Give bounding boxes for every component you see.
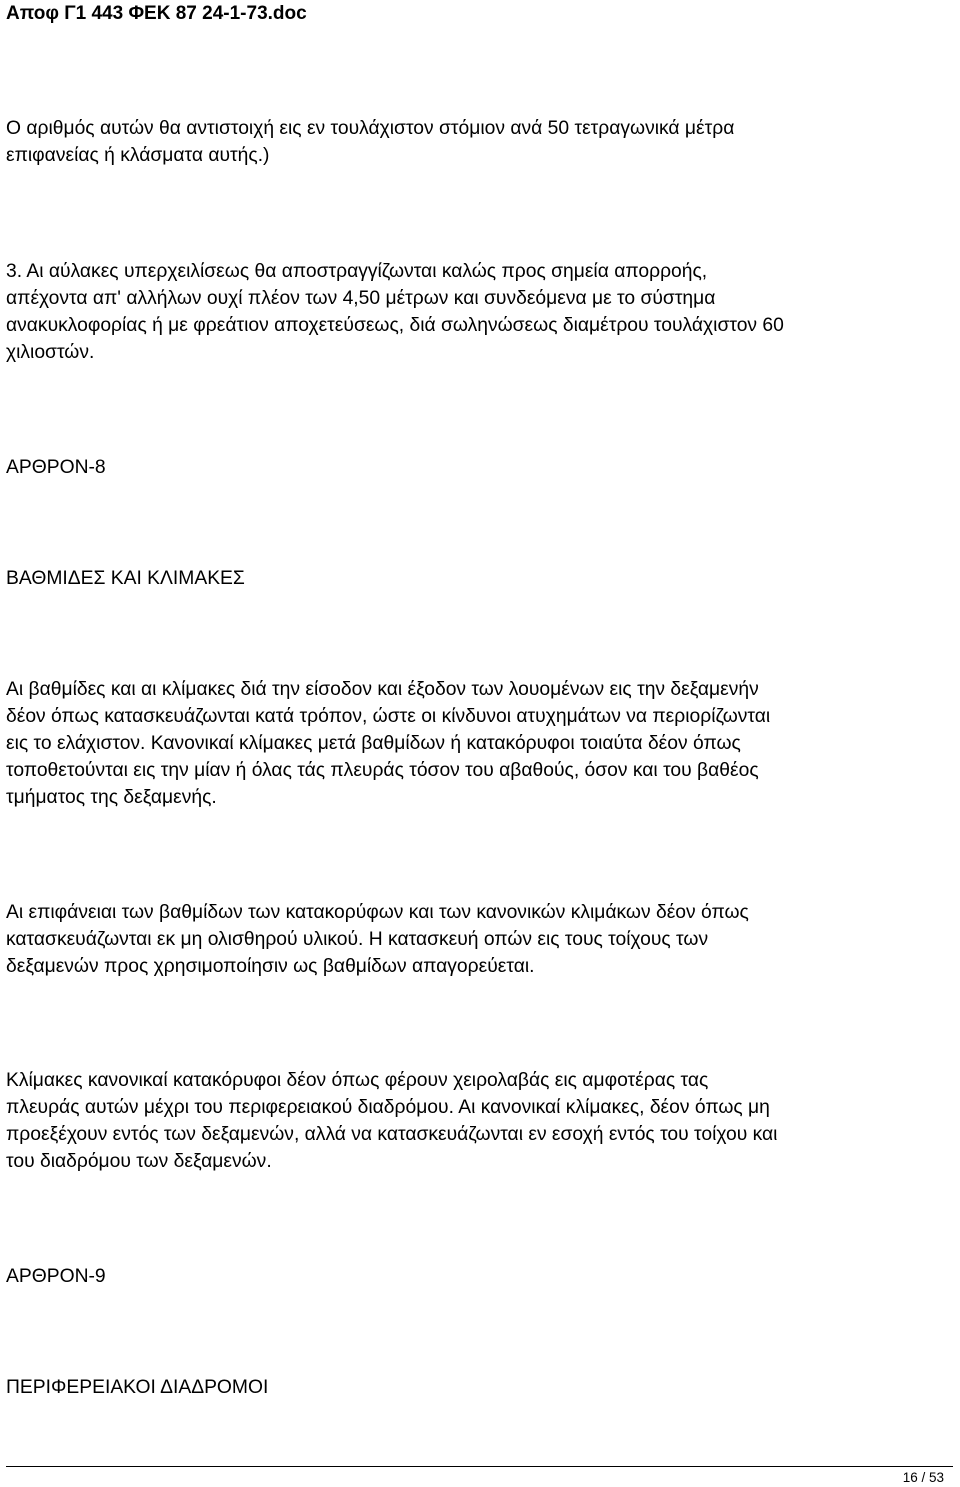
text-line: επιφανείας ή κλάσματα αυτής.) (6, 145, 270, 166)
text-line: Αι επιφάνειαι των βαθμίδων των κατακορύφων και των κανονικών κλιμάκων δέον όπως (6, 902, 749, 923)
text-line: προεξέχουν εντός των δεξαμενών, αλλά να κατασκευάζωνται εν εσοχή εντός του τοίχου και (6, 1124, 778, 1145)
paragraph-handrails (6, 1067, 954, 1175)
text-line: τοποθετούνται εις την μίαν ή όλας τάς πλευράς τόσον του αβαθούς, όσον και του βαθέος (6, 760, 759, 781)
text-line: ΠΕΡΙΦΕΡΕΙΑΚΟΙ ΔΙΑΔΡΟΜΟΙ (6, 1377, 269, 1398)
text-line: εις το ελάχιστον. Κανονικαί κλίμακες μετά βαθμίδων ή κατακόρυφοι τοιαύτα δέον όπως (6, 733, 741, 754)
text-line: τμήματος της δεξαμενής. (6, 787, 217, 808)
text-line: ανακυκλοφορίας ή με φρεάτιον αποχετεύσεως, διά σωληνώσεως διαμέτρου τουλάχιστον 60 (6, 315, 784, 336)
text-line: δέον όπως κατασκευάζωνται κατά τρόπον, ώστε οι κίνδυνοι ατυχημάτων να περιορίζωνται (6, 706, 771, 727)
text-line: ΑΡΘΡΟΝ-8 (6, 457, 106, 478)
text-line: Κλίμακες κανονικαί κατακόρυφοι δέον όπως φέρουν χειρολαβάς εις αμφοτέρας τας (6, 1070, 709, 1091)
article-8-heading (6, 454, 954, 481)
text-line: ΑΡΘΡΟΝ-9 (6, 1266, 106, 1287)
text-line: Ο αριθμός αυτών θα αντιστοιχή εις εν τουλάχιστον στόμιον ανά 50 τετραγωνικά μέτρα (6, 118, 735, 139)
document-title: Αποφ Γ1 443 ΦΕΚ 87 24-1-73.doc (6, 3, 307, 24)
paragraph-steps-ladders (6, 676, 954, 811)
text-line: απέχοντα απ' αλλήλων ουχί πλέον των 4,50 μέτρων και συνδεόμενα με το σύστημα (6, 288, 716, 309)
paragraph-overflow-gutters (6, 258, 954, 366)
paragraph-step-surfaces (6, 899, 954, 980)
text-line: πλευράς αυτών μέχρι του περιφερειακού διαδρόμου. Αι κανονικαί κλίμακες, δέον όπως μη (6, 1097, 770, 1118)
text-line: ΒΑΘΜΙΔΕΣ ΚΑΙ ΚΛΙΜΑΚΕΣ (6, 568, 245, 589)
section-heading-steps-ladders (6, 565, 954, 592)
page-number: 16 / 53 (902, 1470, 944, 1485)
paragraph-orifice-count (6, 115, 954, 169)
text-line: κατασκευάζωνται εκ μη ολισθηρού υλικού. Η κατασκευή οπών εις τους τοίχους των (6, 929, 709, 950)
footer-divider (6, 1466, 953, 1467)
text-line: χιλιοστών. (6, 342, 95, 363)
article-9-heading (6, 1263, 954, 1290)
text-line: του διαδρόμου των δεξαμενών. (6, 1151, 272, 1172)
text-line: Αι βαθμίδες και αι κλίμακες διά την είσοδον και έξοδον των λουομένων εις την δεξαμενήν (6, 679, 759, 700)
text-line: δεξαμενών προς χρησιμοποίησιν ως βαθμίδων απαγορεύεται. (6, 956, 535, 977)
text-line: 3. Αι αύλακες υπερχειλίσεως θα αποστραγγίζωνται καλώς προς σημεία απορροής, (6, 261, 708, 282)
section-heading-perimeter-walkways (6, 1374, 954, 1401)
